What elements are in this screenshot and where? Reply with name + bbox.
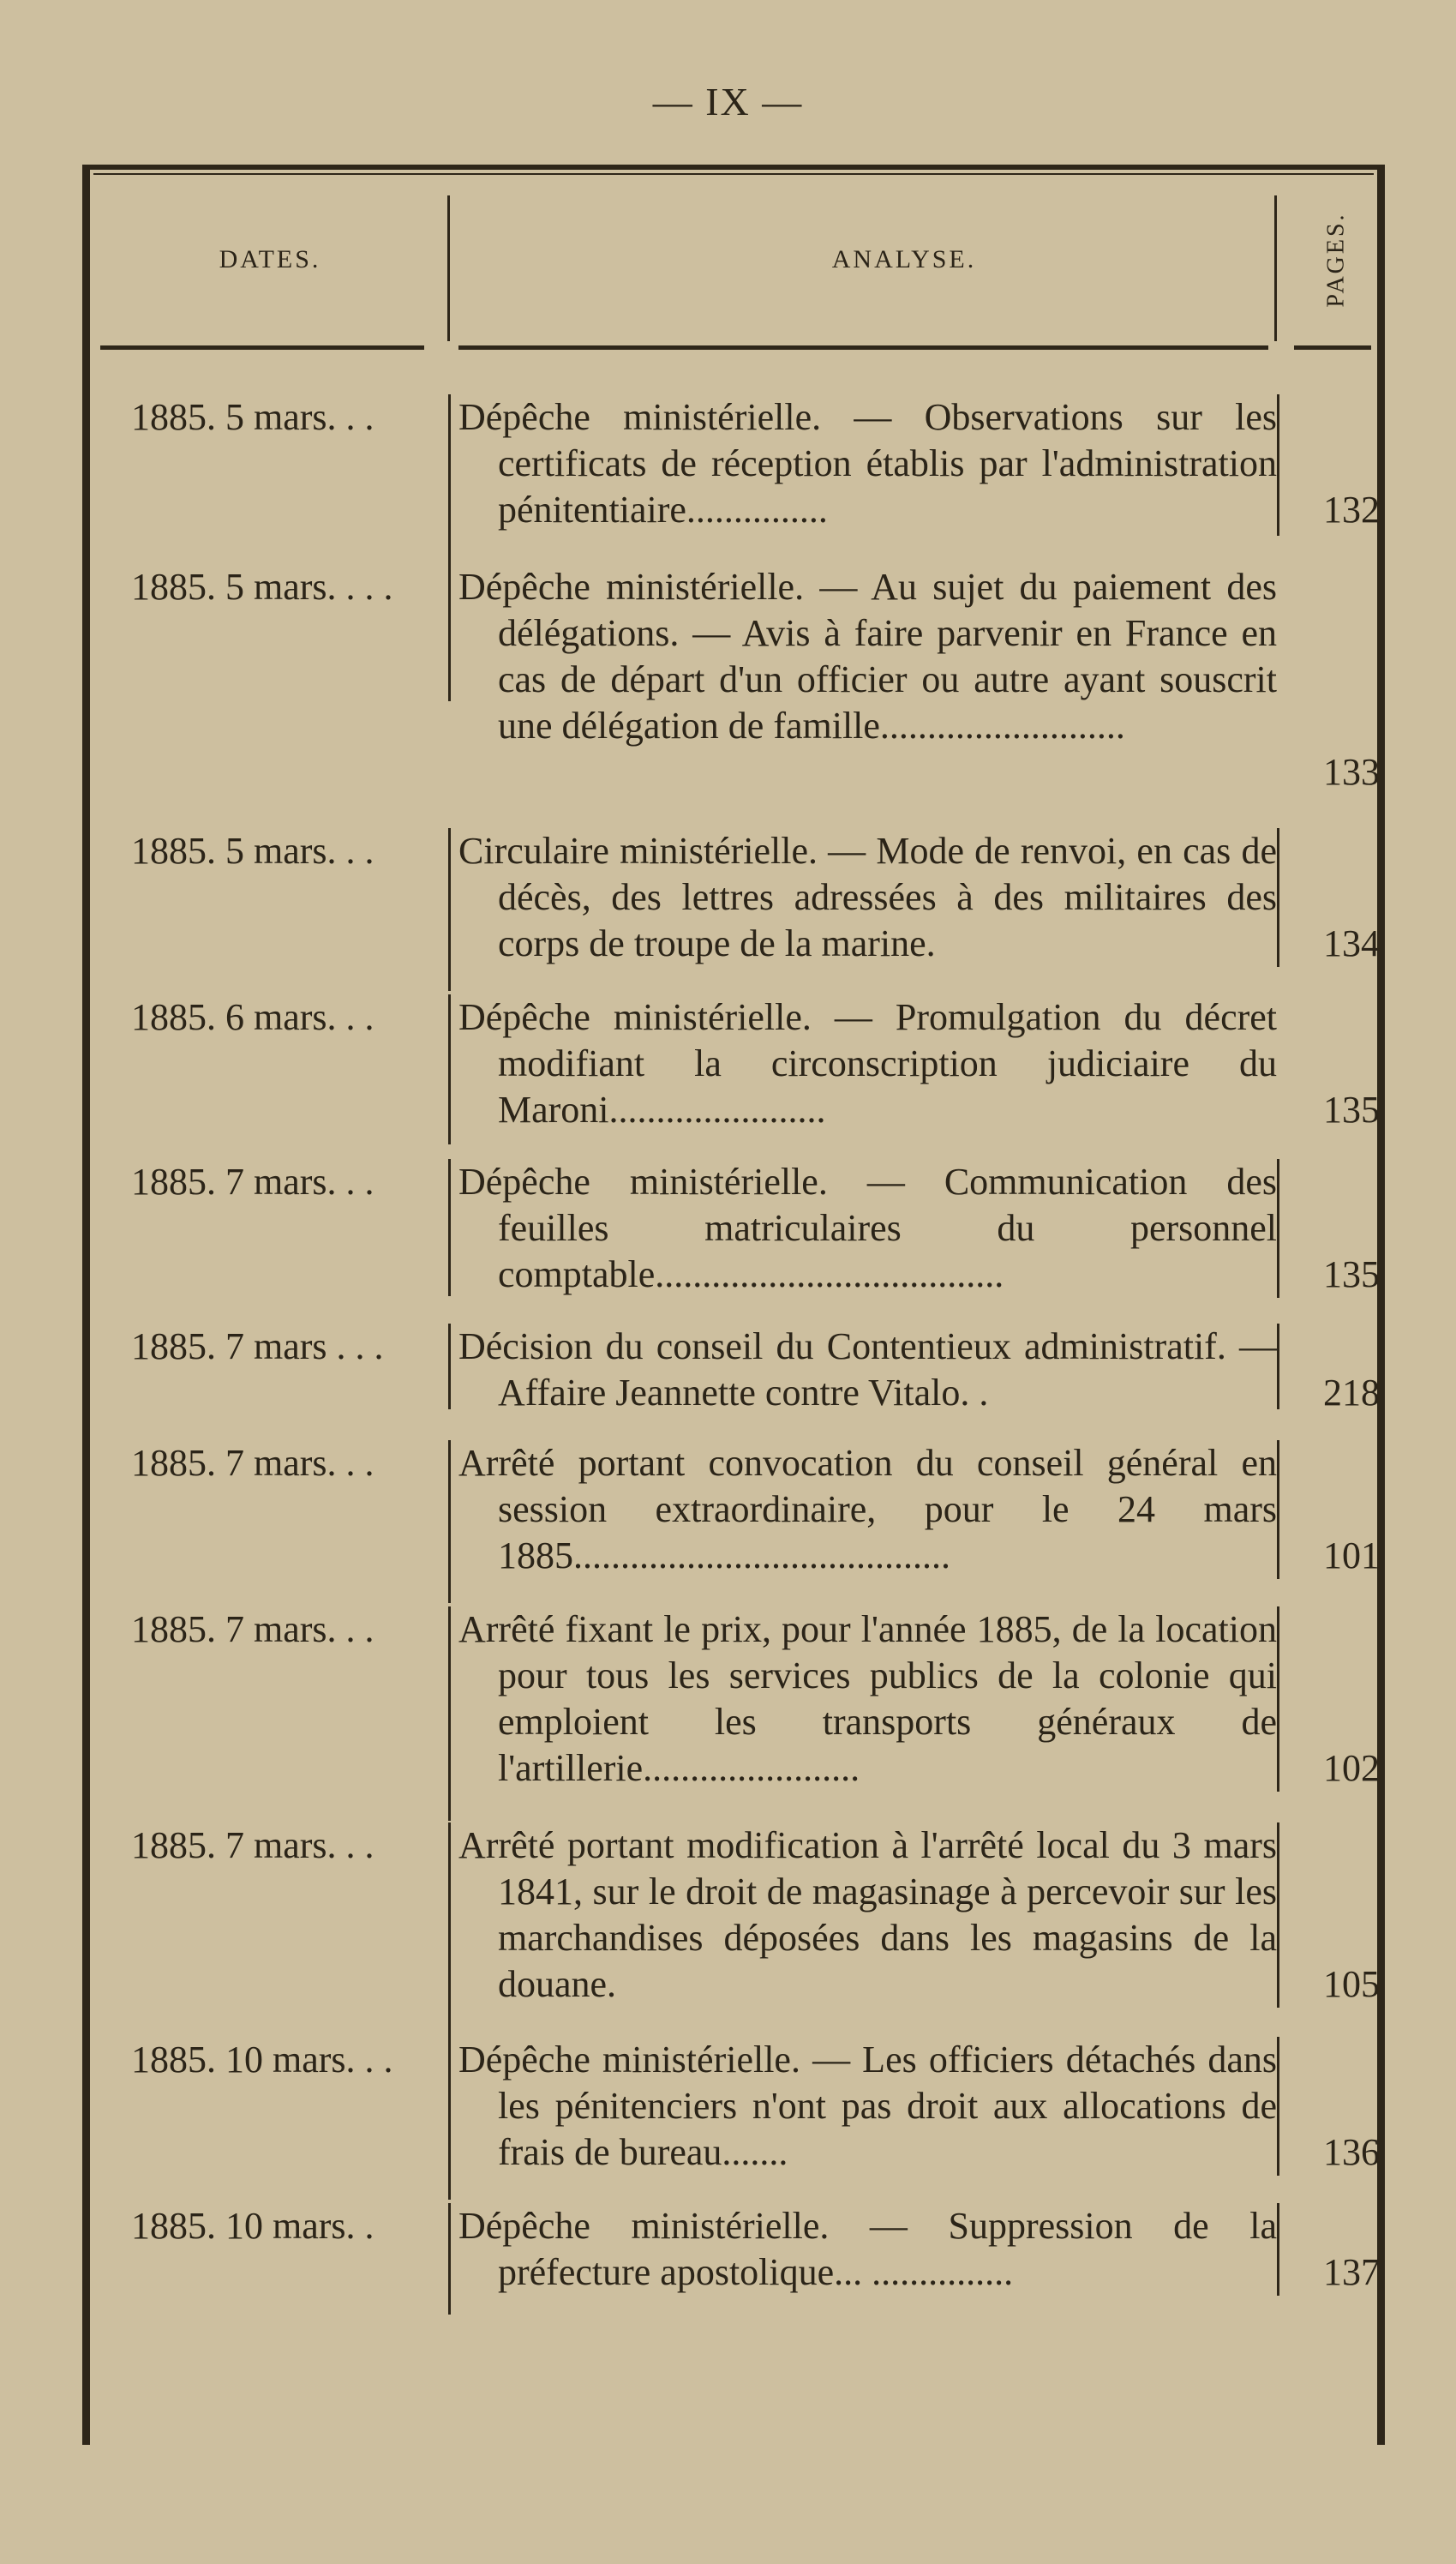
entry-date: 1885. 5 mars. . . . xyxy=(131,566,393,608)
entry-date: 1885. 7 mars. . . xyxy=(131,1442,374,1484)
column-rule xyxy=(448,1822,451,2037)
entry-text: Dépêche ministérielle. — Au sujet du paiement des délégations. — Avis à faire parvenir en France en cas de départ d'un officier ou autre ayant souscrit une délégation de famille.......................... xyxy=(458,566,1277,747)
column-rule xyxy=(1277,1159,1279,1298)
entry-page: 218 xyxy=(1323,1372,1380,1414)
entry-page: 102 xyxy=(1323,1747,1380,1789)
page-number: — IX — xyxy=(652,80,804,123)
entry-date: 1885. 5 mars. . . xyxy=(131,396,374,438)
entry-page: 105 xyxy=(1323,1963,1380,2005)
header-rule xyxy=(1294,345,1371,350)
entry-text: Dépêche ministérielle. — Suppression de la préfecture apostolique... ............... xyxy=(458,2205,1277,2293)
entry-date: 1885. 7 mars. . . xyxy=(131,1608,374,1650)
column-rule xyxy=(1277,1440,1279,1579)
entry-text: Dépêche ministérielle. — Communication des feuilles matriculaires du personnel comptable..................................... xyxy=(458,1161,1277,1295)
column-rule xyxy=(1277,828,1279,967)
entry-text: Dépêche ministérielle. — Promulgation du décret modifiant la circonscription judiciaire du Maroni....................... xyxy=(458,996,1277,1131)
entry-date: 1885. 7 mars . . . xyxy=(131,1325,384,1367)
entry-date: 1885. 10 mars. . xyxy=(131,2205,374,2247)
entry-page: 133 xyxy=(1323,751,1380,793)
entry-page: 135 xyxy=(1323,1089,1380,1131)
entry-text: Dépêche ministérielle. — Observations sur les certificats de réception établis par l'administration pénitentiaire............... xyxy=(458,396,1277,531)
column-rule xyxy=(448,394,451,566)
entry-page: 101 xyxy=(1323,1534,1380,1576)
entry-page: 134 xyxy=(1323,922,1380,964)
header-dates: DATES. xyxy=(219,245,321,273)
column-rule xyxy=(448,1606,451,1821)
entry-date: 1885. 6 mars. . . xyxy=(131,996,374,1038)
entry-text: Arrêté fixant le prix, pour l'année 1885, de la location pour tous les services publics de la colonie qui emploient les transports généraux de l'artillerie....................... xyxy=(458,1608,1277,1789)
column-rule xyxy=(448,994,451,1144)
entry-text: Dépêche ministérielle. — Les officiers détachés dans les pénitenciers n'ont pas droit aux allocations de frais de bureau....... xyxy=(458,2039,1277,2173)
entry-text: Circulaire ministérielle. — Mode de renvoi, en cas de décès, des lettres adressées à des militaires des corps de troupe de la marine. xyxy=(458,830,1277,964)
index-table xyxy=(82,165,1385,2445)
column-rule xyxy=(448,1159,451,1296)
header-pages xyxy=(1290,170,1384,350)
header-analyse: ANALYSE. xyxy=(831,245,977,273)
column-rule xyxy=(1277,1606,1279,1792)
entry-page: 137 xyxy=(1323,2251,1380,2293)
entry-text: Arrêté portant modification à l'arrêté local du 3 mars 1841, sur le droit de magasinage à percevoir sur les marchandises déposées dans les magasins de la douane. xyxy=(458,1824,1277,2005)
entry-date: 1885. 7 mars. . . xyxy=(131,1824,374,1866)
column-rule xyxy=(1277,2203,1279,2296)
column-rule xyxy=(448,564,451,701)
column-rule xyxy=(448,2037,451,2200)
column-rule xyxy=(448,2203,451,2315)
column-rule xyxy=(1277,394,1279,536)
entry-date: 1885. 7 mars. . . xyxy=(131,1161,374,1203)
column-rule xyxy=(448,1440,451,1603)
header-rule xyxy=(100,345,424,350)
table-header xyxy=(90,170,1377,350)
header-pages-label: PAGES. xyxy=(1323,212,1350,308)
column-rule xyxy=(1277,1822,1279,2008)
entry-date: 1885. 10 mars. . . xyxy=(131,2039,393,2081)
entry-page: 135 xyxy=(1323,1253,1380,1295)
column-rule xyxy=(448,1324,451,1409)
entry-page: 136 xyxy=(1323,2131,1380,2173)
column-rule xyxy=(1277,1324,1279,1409)
entry-text: Décision du conseil du Contentieux administratif. — Affaire Jeannette contre Vitalo. . xyxy=(458,1325,1277,1414)
entry-page: 132 xyxy=(1323,489,1380,531)
entry-text: Arrêté portant convocation du conseil général en session extraordinaire, pour le 24 mars 1885........................................ xyxy=(458,1442,1277,1576)
column-rule xyxy=(448,828,451,991)
column-rule xyxy=(1277,2037,1279,2176)
header-divider xyxy=(1274,195,1277,341)
entry-date: 1885. 5 mars. . . xyxy=(131,830,374,872)
header-rule xyxy=(458,345,1268,350)
